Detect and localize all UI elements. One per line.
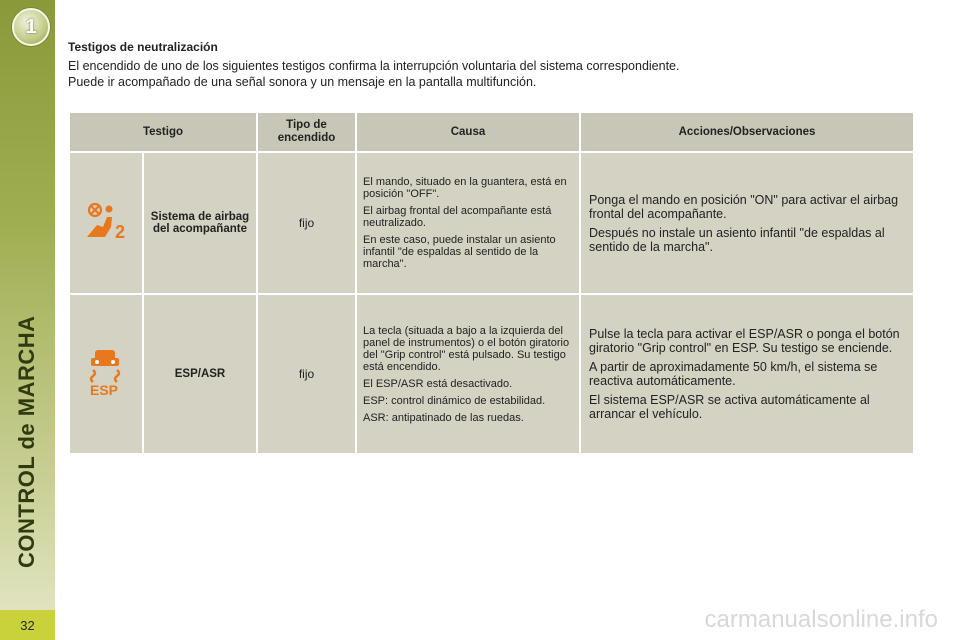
header-tipo: Tipo de encendido <box>257 112 356 152</box>
tipo-encendido: fijo <box>257 152 356 294</box>
acciones-cell <box>580 152 914 294</box>
chapter-title: CONTROL de MARCHA <box>14 315 39 568</box>
acciones-text: Pulse la tecla para activar el ESP/ASR o ponga el botón giratorio "Grip control" en ESP. Su testigo se enciende. <box>589 327 900 355</box>
causa-cell <box>356 152 580 294</box>
header-acciones: Acciones/Observaciones <box>580 112 914 152</box>
table-header-row <box>69 112 914 152</box>
esp-off-icon <box>83 348 129 396</box>
acciones-text: Después no instale un asiento infantil "de espaldas al sentido de la marcha". <box>589 225 885 254</box>
section-heading: Testigos de neutralización <box>68 40 218 54</box>
chapter-sidebar <box>0 0 55 640</box>
tipo-encendido: fijo <box>257 294 356 454</box>
header-causa: Causa <box>356 112 580 152</box>
intro-line-2: Puede ir acompañado de una señal sonora y un mensaje en la pantalla multifunción. <box>68 75 537 89</box>
esp-icon-label: ESP <box>90 381 119 396</box>
airbag-off-icon <box>83 201 129 241</box>
chapter-number-badge: 1 <box>12 8 50 46</box>
acciones-text: A partir de aproximadamente 50 km/h, el sistema se reactiva automáticamente. <box>589 360 878 388</box>
causa-text: ESP: control dinámico de estabilidad. <box>363 394 546 407</box>
indicator-name: Sistema de airbag del acompañante <box>143 152 257 294</box>
page-number: 32 <box>0 610 55 640</box>
svg-text:2: 2 <box>115 221 126 241</box>
acciones-text: El sistema ESP/ASR se activa automáticamente al arrancar el vehículo. <box>589 393 870 421</box>
causa-cell <box>356 294 580 454</box>
intro-line-1: El encendido de uno de los siguientes testigos confirma la interrupción voluntaria del sistema correspondiente. <box>68 59 680 73</box>
acciones-cell <box>580 294 914 454</box>
causa-text: El mando, situado en la guantera, está en posición "OFF". <box>363 176 567 200</box>
causa-text: La tecla (situada a bajo a la izquierda del panel de instrumentos) o el botón giratorio del "Grip control" está pulsado. Su testigo está encendido. <box>363 324 570 373</box>
causa-text: El ESP/ASR está desactivado. <box>363 377 513 390</box>
causa-text: En este caso, puede instalar un asiento infantil "de espaldas al sentido de la marcha". <box>363 234 556 270</box>
watermark: carmanualsonline.info <box>704 606 938 633</box>
acciones-text: Ponga el mando en posición "ON" para activar el airbag frontal del acompañante. <box>589 192 899 221</box>
header-testigo: Testigo <box>69 112 257 152</box>
indicator-name: ESP/ASR <box>143 294 257 454</box>
causa-text: ASR: antipatinado de las ruedas. <box>363 411 524 424</box>
table-row <box>69 152 914 294</box>
warning-lights-table <box>68 111 915 455</box>
table-row <box>69 294 914 454</box>
esp-icon-cell <box>69 294 143 454</box>
section-content <box>68 40 918 90</box>
causa-text: El airbag frontal del acompañante está neutralizado. <box>363 205 552 229</box>
airbag-icon-cell <box>69 152 143 294</box>
